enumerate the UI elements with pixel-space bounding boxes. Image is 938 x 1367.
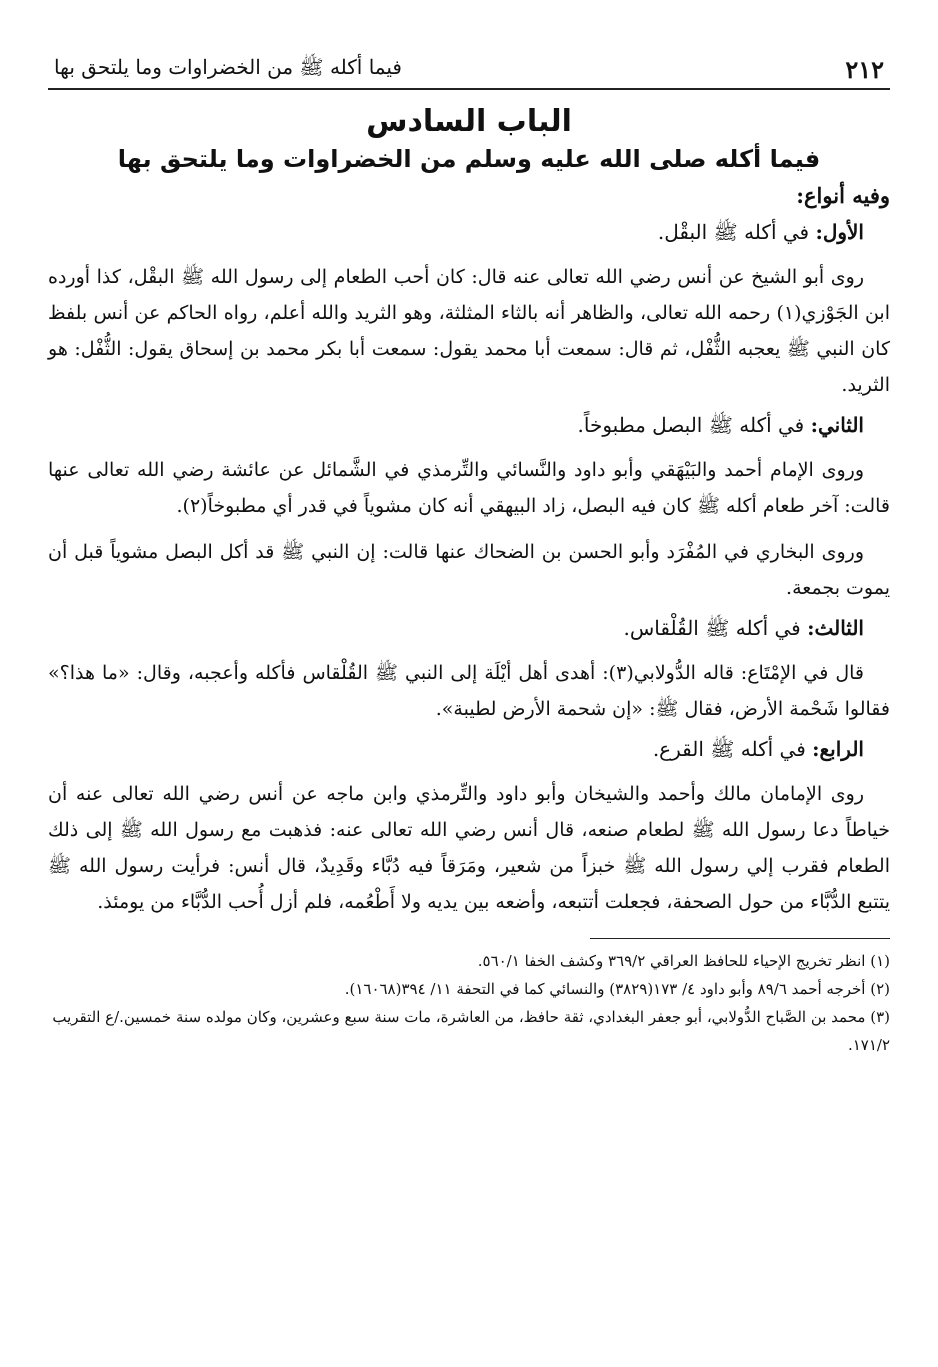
page-number: ٢١٢ [845,55,884,84]
chapter-intro: وفيه أنواع: [796,183,890,208]
section-heading-text: في أكله ﷺ البقْل. [657,220,810,244]
paragraph: روى أبو الشيخ عن أنس رضي الله تعالى عنه قال: كان أحب الطعام إلى رسول الله ﷺ البقْل، كذا أورده ابن الجَوْزي(١) رحمه الله تعالى، والظاهر أنه بالثاء المثلثة، وهو الثريد والله أعلم، رواه الحاكم عن أنس بلفظ كان النبي ﷺ يعجبه الثُّفْل، ثم قال: سمعت أبا محمد يقول: سمعت أبا بكر محمد بن إسحاق يقول: الثُّفْل: هو الثريد. [48,266,890,396]
section-third [48,616,890,727]
section-label: الأول: [815,220,864,244]
footnote: (٢) أخرجه أحمد ٨٩/٦ وأبو داود ٤/ ١٧٣(٣٨٢٩) والنسائي كما في التحفة ١١/ ٣٩٤(١٦٠٦٨). [344,980,890,998]
section-second [48,413,890,606]
footnote: (٣) محمد بن الصَّباح الدُّولابي، أبو جعفر البغدادي، ثقة حافظ، من العاشرة، مات سنة سبع وعشرين، وكان مولده سنة خمسين./ع التقريب ١٧١/٢. [52,1008,890,1054]
running-header [48,40,890,90]
section-label: الثالث: [807,616,864,640]
section-fourth [48,737,890,920]
paragraph: وروى الإمام أحمد والبَيْهَقي وأبو داود والنَّسائي والتِّرمذي في الشَّمائل عن عائشة رضي الله تعالى عنها قالت: آخر طعام أكله ﷺ كان فيه البصل، زاد البيهقي أنه كان مشوياً في قدر أي مطبوخاً(٢). [48,459,890,517]
section-heading [74,737,890,766]
section-heading [74,616,890,645]
section-heading [74,220,890,249]
document-page [48,40,890,1340]
chapter-title: الباب السادس [366,104,572,139]
footnote: (١) انظر تخريج الإحياء للحافظ العراقي ٣٦٩/٢ وكشف الخفا ٥٦٠/١. [477,952,890,970]
footnote-divider [590,938,890,939]
paragraph: قال في الإمْتَاع: قاله الدُّولابي(٣): أهدى أهل أيْلَة إلى النبي ﷺ القُلْقاس فأكله وأعجبه، وقال: «ما هذا؟» فقالوا شَحْمة الأرض، فقال ﷺ: «إن شحمة الأرض لطيبة». [48,662,890,720]
paragraph: روى الإمامان مالك وأحمد والشيخان وأبو داود والتِّرمذي وابن ماجه عن أنس رضي الله تعالى عنه أن خياطاً دعا رسول الله ﷺ لطعام صنعه، قال أنس رضي الله تعالى عنه: فذهبت مع رسول الله ﷺ إلى ذلك الطعام فقرب إلي رسول الله ﷺ خبزاً من شعير، ومَرَقاً فيه دُبَّاء وقَدِيدٌ، قال أنس: فرأيت رسول الله ﷺ يتتبع الدُّبَّاء من حول الصحفة، فجعلت أتتبعه، وأضعه بين يديه ولا أَطْعُمه، فلم أزل أُحب الدُّبَّاء من يومئذ. [48,783,890,913]
section-label: الرابع: [812,737,864,761]
chapter-subtitle: فيما أكله صلى الله عليه وسلم من الخضراوات وما يلتحق بها [117,145,821,173]
footnotes [48,947,890,1059]
section-heading-text: في أكله ﷺ القُلْقاس. [623,616,801,640]
section-first [48,220,890,403]
section-label: الثاني: [810,413,864,437]
section-heading-text: في أكله ﷺ البصل مطبوخاً. [577,413,805,437]
section-heading-text: في أكله ﷺ القرع. [652,737,806,761]
section-heading [74,413,890,442]
paragraph: وروى البخاري في المُفْرَد وأبو الحسن بن الضحاك عنها قالت: إن النبي ﷺ قد أكل البصل مشوياً قبل أن يموت بجمعة. [48,541,890,599]
running-header-title: فيما أكله ﷺ من الخضراوات وما يلتحق بها [54,55,402,79]
